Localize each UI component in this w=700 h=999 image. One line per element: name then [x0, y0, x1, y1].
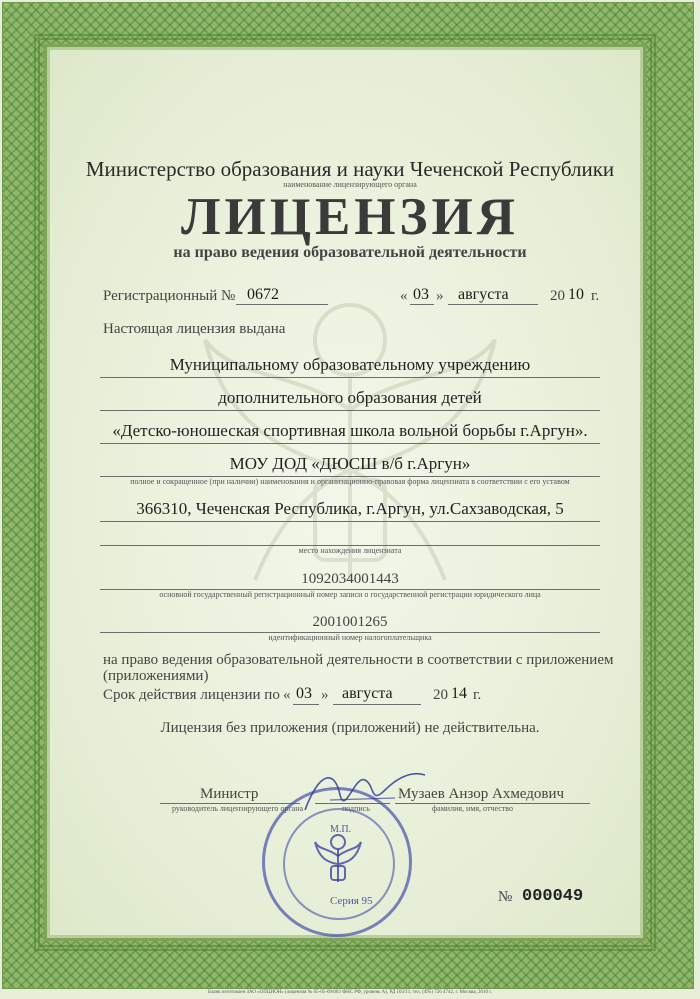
reg-month: августа	[458, 286, 509, 303]
issued-to-label: Настоящая лицензия выдана	[103, 321, 286, 337]
signer-position: Министр	[200, 786, 259, 802]
mp-label: М.П.	[330, 824, 352, 835]
reg-year-suffix: 10	[568, 286, 584, 303]
signature-scribble	[300, 760, 430, 820]
reg-quote-open: «	[400, 288, 408, 304]
validity-label: Срок действия лицензии по	[103, 687, 280, 703]
org-line-1: Муниципальному образовательному учреждению	[169, 355, 531, 374]
reg-year-unit: г.	[591, 288, 600, 304]
right-line-2: (приложениями)	[103, 668, 209, 684]
validity-year-prefix: 20	[433, 687, 448, 703]
signer-name: Музаев Анзор Ахмедович	[398, 786, 565, 802]
note: Лицензия без приложения (приложений) не действительна.	[160, 720, 540, 736]
validity-month: августа	[342, 685, 393, 702]
document-title: ЛИЦЕНЗИЯ	[181, 188, 519, 246]
serial-number: 000049	[522, 887, 584, 906]
org-caption: полное и сокращенное (при наличии) наименования и организационно-правовая форма лицензиата в соответствии с его уставом	[130, 477, 570, 486]
inn: 2001001265	[312, 614, 388, 630]
printer-note: Бланк изготовлен ЗАО «ОПЦИОН» (лицензия № 05-05-09/003 ФНС РФ, уровень А), РД 103/11, тел. (495) 726 4742, г. Москва, 2010 г.	[207, 990, 493, 995]
name-caption: фамилия, имя, отчество	[432, 804, 513, 813]
validity-year-suffix: 14	[451, 685, 467, 702]
reg-number: 0672	[247, 286, 279, 303]
validity-year-unit: г.	[473, 687, 482, 703]
position-caption: руководитель лицензирующего органа	[172, 804, 304, 813]
validity-day: 03	[296, 685, 312, 702]
ministry-name: Министерство образования и науки Чеченской Республики	[85, 157, 615, 181]
serial-label: №	[498, 889, 513, 905]
org-line-4: МОУ ДОД «ДЮСШ в/б г.Аргун»	[229, 454, 471, 473]
seal-eagle-icon	[313, 830, 363, 890]
document-subtitle: на право ведения образовательной деятельности	[173, 244, 527, 261]
address: 366310, Чеченская Республика, г.Аргун, ул.Сахзаводская, 5	[136, 499, 564, 518]
signature-caption: подпись	[342, 804, 370, 813]
series-label: Серия 95	[330, 895, 373, 907]
validity-quote-close: »	[321, 687, 329, 703]
inn-caption: идентификационный номер налогоплательщика	[268, 633, 432, 642]
right-line-1: на право ведения образовательной деятельности в соответствии с приложением	[103, 652, 614, 668]
address-caption: место нахождения лицензиата	[298, 546, 402, 555]
reg-day: 03	[413, 286, 429, 303]
reg-quote-close: »	[436, 288, 444, 304]
org-line-2: дополнительного образования детей	[218, 388, 482, 407]
reg-year-prefix: 20	[550, 288, 565, 304]
ogrn-caption: основной государственный регистрационный номер записи о государственной регистрации юридического лица	[159, 590, 541, 599]
ogrn: 1092034001443	[301, 571, 399, 587]
org-line-3: «Детско-юношеская спортивная школа вольной борьбы г.Аргун».	[112, 421, 588, 440]
ministry-caption: наименование лицензирующего органа	[283, 180, 417, 189]
validity-quote-open: «	[283, 687, 291, 703]
reg-label: Регистрационный №	[103, 288, 236, 304]
